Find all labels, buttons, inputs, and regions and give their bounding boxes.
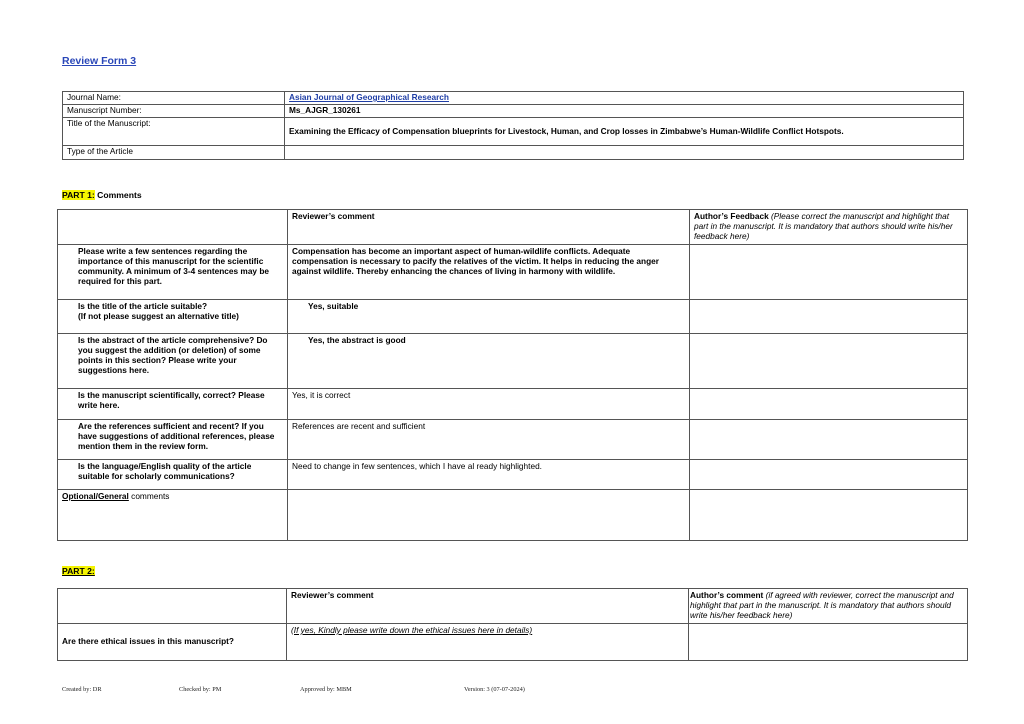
footer-checked: Checked by: PM [179,686,222,693]
author-feedback-cell[interactable] [690,244,968,299]
manuscript-title-value: Examining the Efficacy of Compensation blueprints for Livestock, Human, and Crop losses in Zimbabwe’s Human-Wildlife Conflict Hotspots. [285,118,964,146]
journal-link[interactable]: Asian Journal of Geographical Research [289,92,449,102]
table-row [58,419,968,459]
part1-label [62,190,142,200]
reviewer-comment-header: Reviewer’s comment [287,589,689,624]
table-row [58,489,968,540]
part1-number: PART 1: [62,190,95,200]
question-ethics: Are there ethical issues in this manuscript? [58,624,287,661]
footer-created: Created by: DR [62,686,102,693]
footer-version: Version: 3 (07-07-2024) [464,686,525,693]
answer-abstract[interactable]: Yes, the abstract is good [288,333,690,388]
table-row [58,624,968,661]
table-row [58,388,968,419]
part2-label: PART 2: [62,566,95,576]
part1-title: Comments [94,190,142,200]
answer-references[interactable]: References are recent and sufficient [288,419,690,459]
question-importance: Please write a few sentences regarding the importance of this manuscript for the scientific community. A minimum of 3-4 sentences may be required for this part. [58,244,288,299]
question-language: Is the language/English quality of the article suitable for scholarly communications? [58,459,288,489]
table-row [58,459,968,489]
reviewer-comment-header: Reviewer’s comment [288,210,690,245]
form-title: Review Form 3 [62,55,137,67]
journal-label: Journal Name: [63,92,285,105]
footer-approved: Approved by: MBM [300,686,352,693]
author-feedback-cell[interactable] [690,299,968,333]
optional-comments-label: Optional/General comments [58,489,288,540]
answer-title[interactable]: Yes, suitable [288,299,690,333]
part1-comments-table [57,209,968,541]
table-row [58,244,968,299]
author-feedback-cell[interactable] [690,489,968,540]
manuscript-info-table [62,91,964,160]
answer-ethics[interactable]: (If yes, Kindly please write down the ethical issues here in details) [287,624,689,661]
author-feedback-cell[interactable] [690,388,968,419]
author-feedback-cell[interactable] [690,333,968,388]
answer-importance[interactable]: Compensation has become an important aspect of human-wildlife conflicts. Adequate compensation is necessary to pacify the relatives of the victim. It helps in reducing the anger against wildlife. Thereby enhancing the chances of living in harmony with wildlife. [288,244,690,299]
table-row [58,333,968,388]
optional-comments-cell[interactable] [288,489,690,540]
question-abstract: Is the abstract of the article comprehensive? Do you suggest the addition (or deletion) of some points in this section? Please write your suggestions here. [58,333,288,388]
article-type-label: Type of the Article [63,146,285,160]
author-feedback-cell[interactable] [690,459,968,489]
manuscript-number-label: Manuscript Number: [63,105,285,118]
table-row [58,299,968,333]
question-scientific: Is the manuscript scientifically, correct? Please write here. [58,388,288,419]
question-title: Is the title of the article suitable? (If not please suggest an alternative title) [58,299,288,333]
author-comment-cell[interactable] [689,624,968,661]
author-comment-header: Author’s comment (if agreed with reviewer, correct the manuscript and highlight that part in the manuscript. It is mandatory that authors should write his/her feedback here) [689,589,968,624]
part2-ethics-table [57,588,968,661]
answer-language[interactable]: Need to change in few sentences, which I have al ready highlighted. [288,459,690,489]
author-feedback-cell[interactable] [690,419,968,459]
article-type-value[interactable] [285,146,964,160]
answer-scientific[interactable]: Yes, it is correct [288,388,690,419]
manuscript-number-value: Ms_AJGR_130261 [285,105,964,118]
question-references: Are the references sufficient and recent? If you have suggestions of additional references, please mention them in the review form. [58,419,288,459]
manuscript-title-label: Title of the Manuscript: [63,118,285,146]
author-feedback-header: Author’s Feedback (Please correct the manuscript and highlight that part in the manuscript. It is mandatory that authors should write his/her feedback here) [690,210,968,245]
